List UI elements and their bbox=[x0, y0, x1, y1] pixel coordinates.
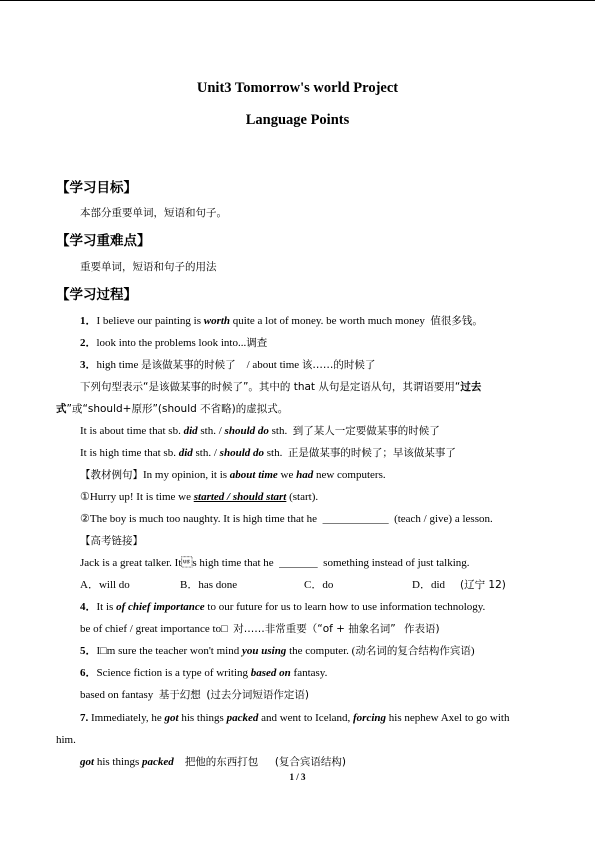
answer-filled: started / should start bbox=[193, 491, 287, 503]
option-a: A．will do bbox=[80, 579, 130, 591]
heading-process: 【学习过程】 bbox=[56, 287, 137, 303]
document-title: Unit3 Tomorrow's world Project bbox=[196, 80, 399, 96]
option-c: C．do bbox=[304, 579, 334, 591]
item-4-explanation: be of chief / great importance to□ 对……非常重要（“of + 抽象名词” 作表语) bbox=[80, 623, 440, 635]
item-3-textbook-example: 【教材例句】In my opinion, it is about time we had new computers. bbox=[80, 469, 386, 481]
item-7-explanation: got his things packed 把他的东西打包 (复合宾语结构) bbox=[80, 756, 347, 768]
gaokao-label: 【高考链接】 bbox=[80, 535, 143, 547]
item-3-pattern-2: It is high time that sb. did sth. / should do sth. 正是做某事的时候了；早该做某事了 bbox=[80, 447, 456, 459]
item-3-explanation-2: 式”或“should+原形”(should 不省略)的虚拟式。 bbox=[56, 403, 289, 415]
item-6: 6．Science fiction is a type of writing based on fantasy. bbox=[80, 667, 328, 679]
gaokao-question: Jack is a great talker. It s high time that he _______ something instead of just talking. bbox=[80, 557, 470, 569]
item-7-continued: him. bbox=[56, 734, 76, 746]
heading-goals: 【学习目标】 bbox=[56, 180, 137, 196]
key-points-text: 重要单词，短语和句子的用法 bbox=[80, 261, 217, 273]
answer-blank[interactable]: _______ bbox=[279, 557, 318, 569]
item-6-explanation: based on fantasy 基于幻想 (过去分词短语作定语) bbox=[80, 689, 310, 701]
item-3-pattern-1: It is about time that sb. did sth. / should do sth. 到了某人一定要做某事的时候了 bbox=[80, 425, 440, 437]
item-3-question-2: ②The boy is much too naughty. It is high time that he ____________ (teach / give) a lesson. bbox=[80, 513, 493, 525]
item-3: 3．high time 是该做某事的时候了 / about time 该……的时候了 bbox=[80, 359, 376, 371]
option-d: D．did bbox=[412, 579, 445, 591]
answer-blank[interactable]: ____________ bbox=[322, 513, 389, 525]
item-4: 4．It is of chief importance to our future for us to learn how to use information technology. bbox=[80, 601, 486, 613]
item-2: 2．look into the problems look into...调查 bbox=[80, 337, 268, 349]
page-number: 1 / 3 bbox=[289, 772, 306, 782]
option-b: B．has done bbox=[180, 579, 238, 591]
gaokao-source: (辽宁 12) bbox=[460, 579, 506, 591]
item-1-number: 1． bbox=[80, 315, 97, 327]
item-5: 5．I□m sure the teacher won't mind you using the computer. (动名词的复合结构作宾语) bbox=[80, 645, 475, 657]
item-3-explanation-1: 下列句型表示“是该做某事的时候了”。其中的 that 从句是定语从句，其谓语要用“过去 bbox=[80, 381, 482, 393]
document-subtitle: Language Points bbox=[245, 112, 350, 128]
page-top-rule bbox=[0, 0, 595, 1]
goals-text: 本部分重要单词，短语和句子。 bbox=[80, 207, 227, 219]
gaokao-options bbox=[80, 578, 540, 592]
item-3-question-1: ①Hurry up! It is time we started / should start (start). bbox=[80, 491, 319, 503]
item-1: 1．I believe our painting is worth quite a lot of money. be worth much money 值很多钱。 bbox=[80, 315, 483, 327]
heading-key-points: 【学习重难点】 bbox=[56, 233, 151, 249]
item-7: 7. Immediately, he got his things packed and went to Iceland, forcing his nephew Axel to go with bbox=[80, 712, 510, 724]
